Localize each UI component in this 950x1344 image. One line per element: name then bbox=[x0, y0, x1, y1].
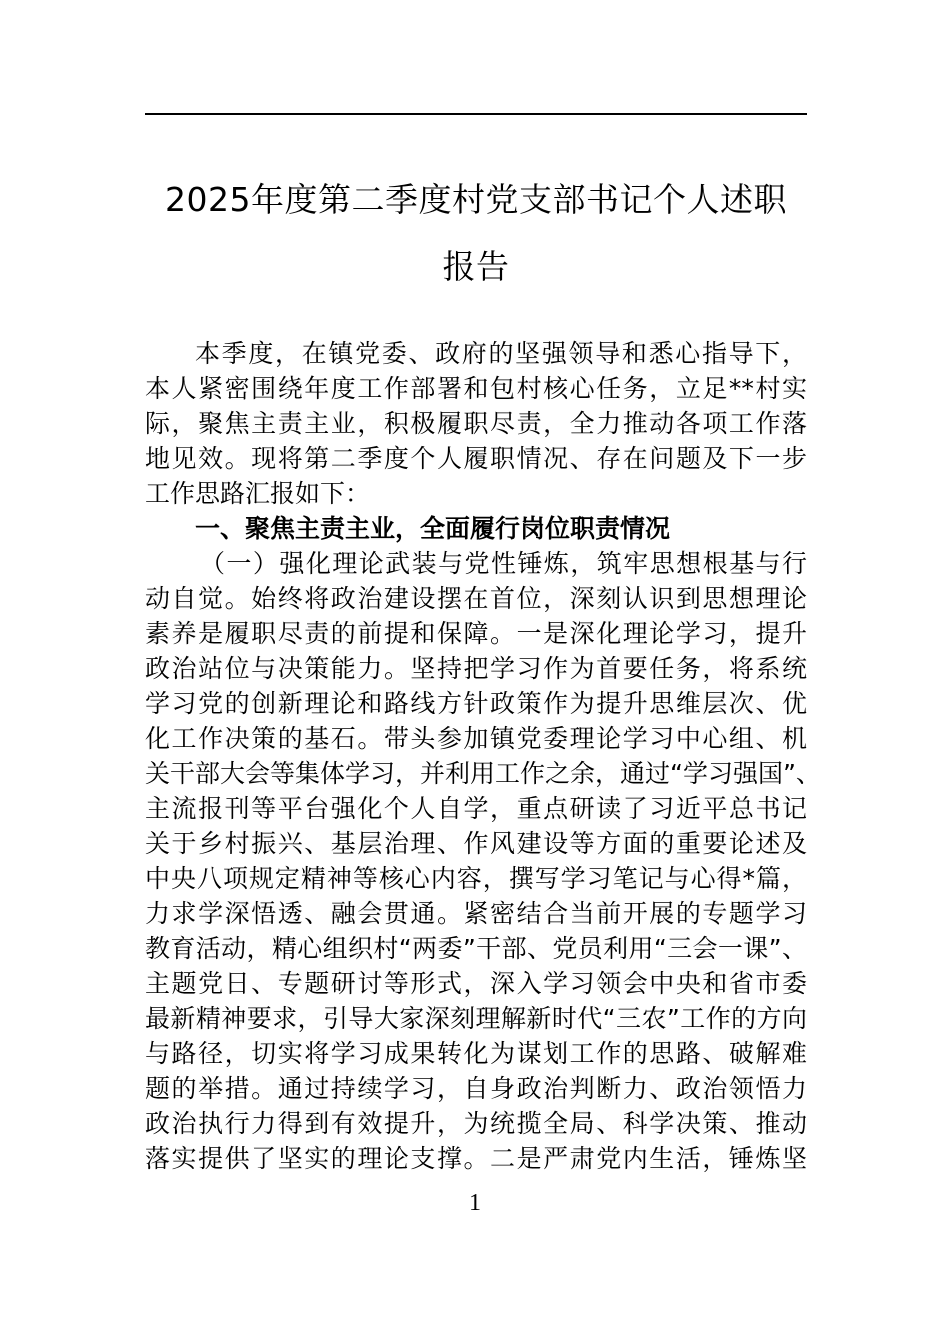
text-line: 本季度，在镇党委、政府的坚强领导和悉心指导下， bbox=[195, 339, 807, 368]
text-line: 地见效。现将第二季度个人履职情况、存在问题及下一步 bbox=[145, 444, 807, 473]
text-line: 际，聚焦主责主业，积极履职尽责，全力推动各项工作落 bbox=[145, 409, 807, 438]
text-line: 政治站位与决策能力。坚持把学习作为首要任务，将系统 bbox=[145, 654, 807, 683]
text-line: 动自觉。始终将政治建设摆在首位，深刻认识到思想理论 bbox=[145, 584, 807, 613]
text-line: 与路径，切实将学习成果转化为谋划工作的思路、破解难 bbox=[145, 1039, 807, 1068]
text-line: 主题党日、专题研讨等形式，深入学习领会中央和省市委 bbox=[145, 969, 807, 998]
text-line: 落实提供了坚实的理论支撑。二是严肃党内生活，锤炼坚 bbox=[145, 1144, 807, 1173]
text-line: 主流报刊等平台强化个人自学，重点研读了习近平总书记 bbox=[145, 794, 807, 823]
intro-paragraph bbox=[145, 336, 807, 511]
text-line: 关干部大会等集体学习，并利用工作之余，通过“学习强国”、 bbox=[145, 759, 821, 788]
text-line: 本人紧密围绕年度工作部署和包村核心任务，立足**村实 bbox=[145, 374, 807, 403]
text-line: 教育活动，精心组织村“两委”干部、党员利用“三会一课”、 bbox=[145, 934, 807, 963]
text-line: 力求学深悟透、融会贯通。紧密结合当前开展的专题学习 bbox=[145, 899, 807, 928]
text-line: 学习党的创新理论和路线方针政策作为提升思维层次、优 bbox=[145, 689, 807, 718]
text-line: 最新精神要求，引导大家深刻理解新时代“三农”工作的方向 bbox=[145, 1004, 807, 1033]
body-paragraph bbox=[145, 546, 821, 1176]
text-line: 工作思路汇报如下： bbox=[145, 479, 371, 508]
header-rule bbox=[145, 113, 807, 115]
text-line: 素养是履职尽责的前提和保障。一是深化理论学习，提升 bbox=[145, 619, 807, 648]
document-body bbox=[145, 336, 821, 1176]
text-line: （一）强化理论武装与党性锤炼，筑牢思想根基与行 bbox=[200, 549, 807, 578]
text-line: 题的举措。通过持续学习，自身政治判断力、政治领悟力 bbox=[145, 1074, 807, 1103]
text-line: 政治执行力得到有效提升，为统揽全局、科学决策、推动 bbox=[145, 1109, 807, 1138]
text-line: 化工作决策的基石。带头参加镇党委理论学习中心组、机 bbox=[145, 724, 807, 753]
title-line: 报告 bbox=[442, 247, 510, 286]
page-number: 1 bbox=[469, 1190, 481, 1216]
document-title bbox=[145, 166, 807, 300]
title-line: 2025年度第二季度村党支部书记个人述职 bbox=[165, 180, 787, 219]
text-line: 中央八项规定精神等核心内容，撰写学习笔记与心得*篇， bbox=[145, 864, 807, 893]
text-line: 关于乡村振兴、基层治理、作风建设等方面的重要论述及 bbox=[145, 829, 807, 858]
section-heading: 一、聚焦主责主业，全面履行岗位职责情况 bbox=[195, 514, 671, 543]
